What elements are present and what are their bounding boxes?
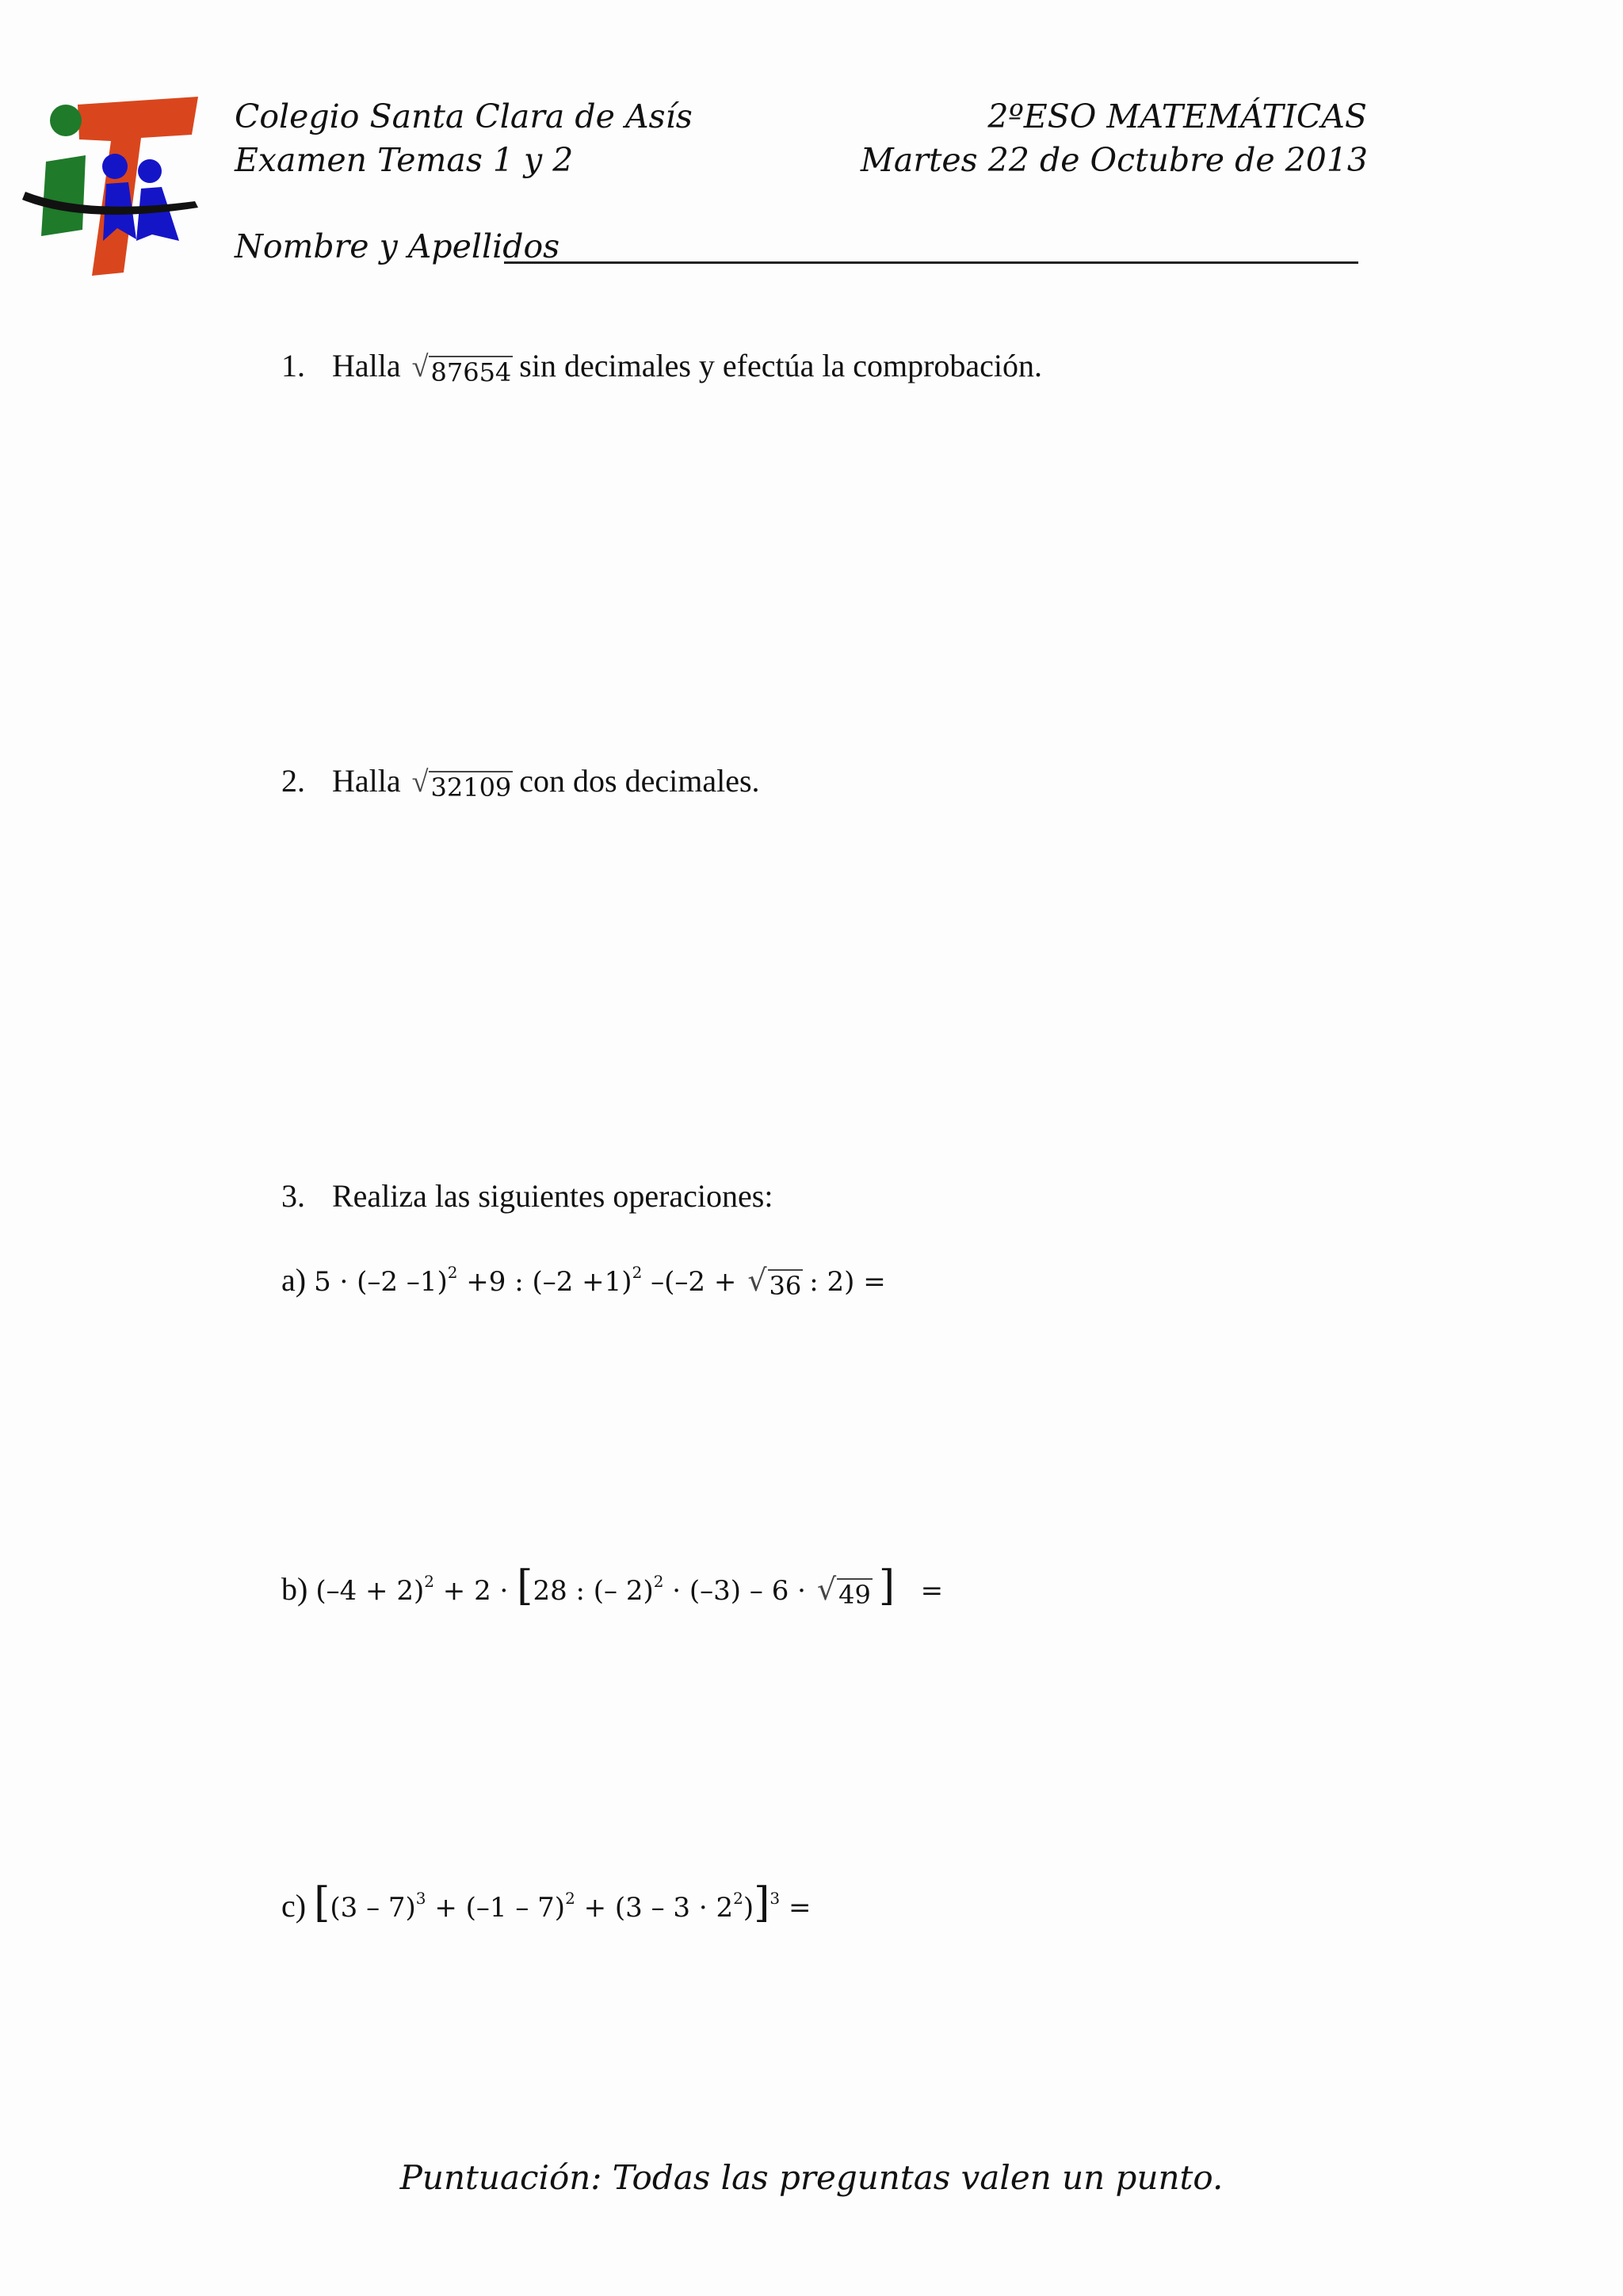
square-root bbox=[412, 761, 514, 803]
question-text: sin decimales y efectúa la comprobación. bbox=[519, 348, 1043, 383]
expression bbox=[314, 1879, 812, 1927]
radical-icon: √ bbox=[816, 1572, 837, 1607]
exam-title: Examen Temas 1 y 2 bbox=[235, 141, 574, 179]
question-2 bbox=[281, 761, 760, 803]
radicand: 87654 bbox=[430, 357, 512, 387]
exponent: 3 bbox=[769, 1889, 781, 1908]
expression bbox=[315, 1562, 944, 1610]
radicand: 36 bbox=[769, 1271, 802, 1301]
operation-label: a) bbox=[281, 1262, 307, 1298]
exponent: 2 bbox=[632, 1263, 643, 1282]
expr-part: (3 – 7) bbox=[330, 1892, 416, 1924]
operation-b bbox=[281, 1561, 943, 1611]
exponent: 2 bbox=[447, 1263, 458, 1282]
name-label: Nombre y Apellidos bbox=[235, 227, 560, 265]
operation-label: c) bbox=[281, 1888, 307, 1924]
expr-part: 28 : (– 2) bbox=[533, 1575, 654, 1607]
expr-part: · (–3) – 6 · bbox=[672, 1575, 806, 1607]
subject-title: 2ºESO MATEMÁTICAS bbox=[987, 97, 1367, 135]
question-number: 2. bbox=[281, 763, 305, 799]
expr-part: : 2) = bbox=[809, 1266, 886, 1298]
expr-part: (–4 + 2) bbox=[315, 1575, 425, 1607]
expr-part: + (–1 – 7) bbox=[434, 1892, 566, 1924]
question-number: 1. bbox=[281, 348, 305, 383]
bracket: [ bbox=[517, 1562, 533, 1610]
radical-icon: √ bbox=[747, 1263, 767, 1298]
bracket: ] bbox=[878, 1562, 896, 1610]
exponent: 2 bbox=[565, 1889, 575, 1908]
exponent: 3 bbox=[415, 1889, 426, 1908]
question-number: 3. bbox=[281, 1178, 305, 1214]
school-logo-icon bbox=[22, 89, 204, 276]
operation-label: b) bbox=[281, 1571, 308, 1607]
expr-part: + (3 – 3 · 2 bbox=[583, 1892, 734, 1924]
name-answer-line[interactable] bbox=[504, 261, 1358, 264]
expr-part: –(–2 + bbox=[651, 1266, 737, 1298]
question-text: Halla bbox=[332, 763, 401, 799]
exam-date: Martes 22 de Octubre de 2013 bbox=[860, 141, 1368, 179]
bracket: ] bbox=[754, 1879, 770, 1927]
expr-part: 5 · (–2 –1) bbox=[314, 1266, 448, 1298]
question-1 bbox=[281, 345, 1042, 387]
bracket: [ bbox=[314, 1879, 330, 1927]
expr-part: +9 : (–2 +1) bbox=[466, 1266, 632, 1298]
expr-part: ) bbox=[743, 1892, 754, 1924]
expr-part: + 2 · bbox=[442, 1575, 509, 1607]
radical-icon: √ bbox=[411, 350, 429, 383]
expr-part: = bbox=[920, 1575, 944, 1607]
question-text: Realiza las siguientes operaciones: bbox=[332, 1178, 773, 1214]
operation-a bbox=[281, 1252, 886, 1302]
square-root bbox=[412, 346, 514, 387]
square-root bbox=[747, 1260, 803, 1301]
scoring-note: Puntuación: Todas las preguntas valen un punto. bbox=[399, 2158, 1224, 2197]
school-name: Colegio Santa Clara de Asís bbox=[235, 97, 693, 135]
radicand: 49 bbox=[838, 1580, 871, 1610]
expr-part: = bbox=[788, 1892, 812, 1924]
question-text: con dos decimales. bbox=[519, 763, 760, 799]
radical-icon: √ bbox=[411, 765, 429, 799]
radicand: 32109 bbox=[430, 772, 512, 803]
square-root bbox=[817, 1569, 873, 1610]
question-text: Halla bbox=[332, 348, 401, 383]
expression bbox=[314, 1263, 886, 1301]
exponent: 2 bbox=[653, 1572, 664, 1591]
exponent: 2 bbox=[424, 1572, 434, 1591]
question-3 bbox=[281, 1176, 773, 1217]
operation-c bbox=[281, 1878, 811, 1928]
exponent: 2 bbox=[733, 1889, 743, 1908]
